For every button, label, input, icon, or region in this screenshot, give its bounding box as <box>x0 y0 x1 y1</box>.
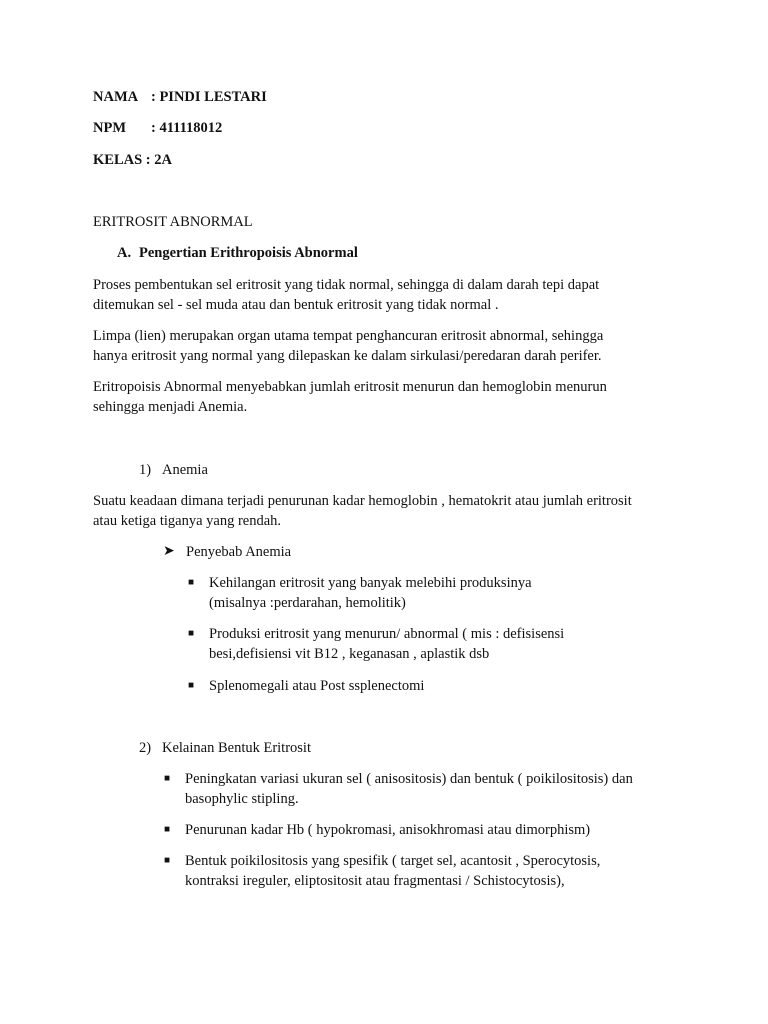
name-value: : PINDI LESTARI <box>151 89 267 105</box>
square-bullet-icon: ■ <box>164 824 171 835</box>
kelas-line: KELAS : 2A <box>93 152 172 168</box>
item-2-heading: Kelainan Bentuk Eritrosit <box>162 740 311 756</box>
square-bullet-icon: ■ <box>188 628 195 639</box>
paragraph-line: ditemukan sel - sel muda atau dan bentuk eritrosit yang tidak normal . <box>93 297 499 313</box>
paragraph-line: Proses pembentukan sel eritrosit yang tidak normal, sehingga di dalam darah tepi dapat <box>93 277 600 293</box>
square-bullet-icon: ■ <box>164 773 171 784</box>
list-item: besi,defisiensi vit B12 , keganasan , aplastik dsb <box>209 646 490 662</box>
item-2-marker: 2) <box>139 740 152 756</box>
list-item: Bentuk poikilositosis yang spesifik ( target sel, acantosit , Sperocytosis, <box>185 853 601 869</box>
paragraph-line: atau ketiga tiganya yang rendah. <box>93 513 282 529</box>
square-bullet-icon: ■ <box>188 577 195 588</box>
list-item: kontraksi ireguler, eliptositosit atau fragmentasi / Schistocytosis), <box>185 873 565 889</box>
square-bullet-icon: ■ <box>164 855 171 866</box>
list-item: Produksi eritrosit yang menurun/ abnormal ( mis : defisisensi <box>209 626 565 642</box>
item-1-marker: 1) <box>139 462 152 478</box>
list-item: Splenomegali atau Post ssplenectomi <box>209 678 425 694</box>
section-a-heading: Pengertian Erithropoisis Abnormal <box>139 245 358 261</box>
document-title: ERITROSIT ABNORMAL <box>93 214 253 230</box>
npm-label: NPM <box>93 120 127 136</box>
list-item: Peningkatan variasi ukuran sel ( anisositosis) dan bentuk ( poikilositosis) dan <box>185 771 633 787</box>
paragraph-line: sehingga menjadi Anemia. <box>93 399 248 415</box>
square-bullet-icon: ■ <box>188 680 195 691</box>
paragraph-line: Suatu keadaan dimana terjadi penurunan kadar hemoglobin , hematokrit atau jumlah eritrosit <box>93 493 632 509</box>
name-label: NAMA <box>93 89 139 105</box>
arrow-bullet-icon: ➤ <box>163 544 175 559</box>
list-item: (misalnya :perdarahan, hemolitik) <box>209 595 406 611</box>
list-item: Kehilangan eritrosit yang banyak melebihi produksinya <box>209 575 532 591</box>
paragraph-line: Eritropoisis Abnormal menyebabkan jumlah eritrosit menurun dan hemoglobin menurun <box>93 379 607 395</box>
item-1-heading: Anemia <box>162 462 208 478</box>
list-item: Penurunan kadar Hb ( hypokromasi, anisokhromasi atau dimorphism) <box>185 822 591 838</box>
npm-value: : 411118012 <box>151 120 223 136</box>
penyebab-heading: Penyebab Anemia <box>186 544 292 560</box>
list-item: basophylic stipling. <box>185 791 299 807</box>
section-a-marker: A. <box>117 245 132 261</box>
paragraph-line: Limpa (lien) merupakan organ utama tempat penghancuran eritrosit abnormal, sehingga <box>93 328 604 344</box>
paragraph-line: hanya eritrosit yang normal yang dilepaskan ke dalam sirkulasi/peredaran darah perifer. <box>93 348 602 364</box>
